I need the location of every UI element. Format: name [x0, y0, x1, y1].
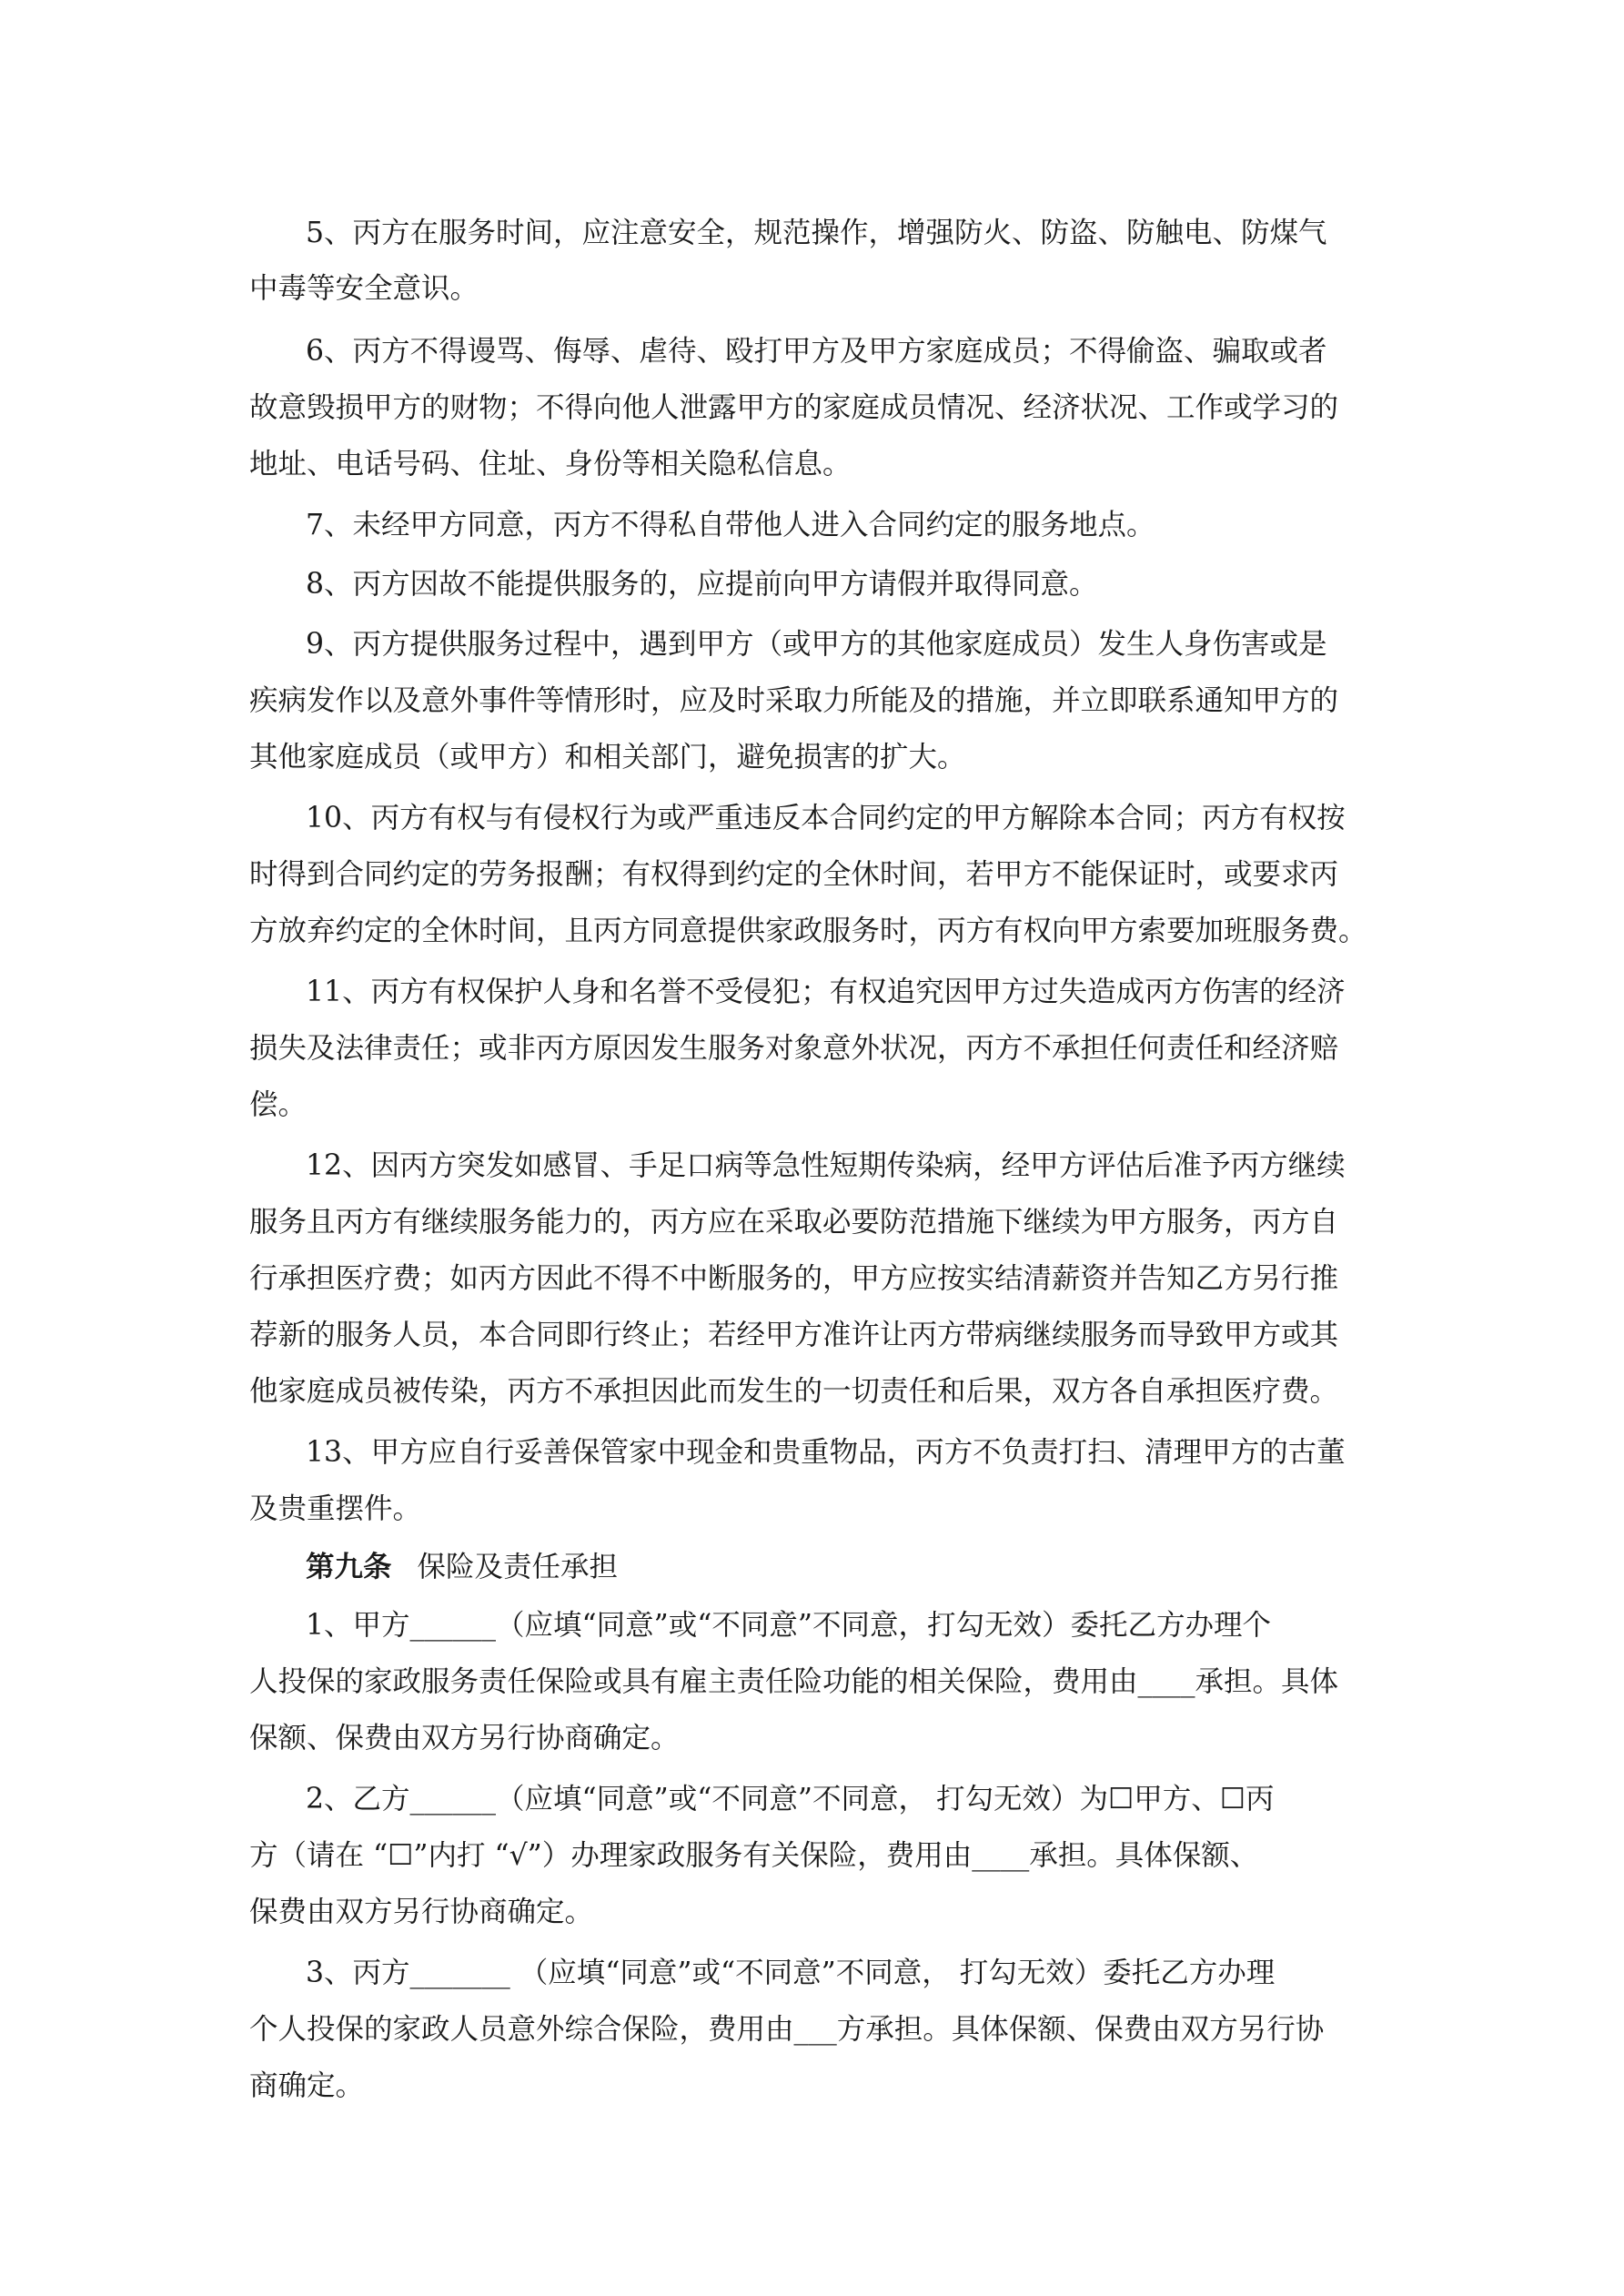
text-line: 13、甲方应自行妥善保管家中现金和贵重物品，丙方不负责打扫、清理甲方的古董	[306, 1436, 1346, 1469]
text-line: 方放弃约定的全休时间，且丙方同意提供家政服务时，丙方有权向甲方索要加班服务费。	[249, 915, 1367, 947]
text-line: 9、丙方提供服务过程中，遇到甲方（或甲方的其他家庭成员）发生人身伤害或是	[306, 628, 1327, 661]
text-line: 疾病发作以及意外事件等情形时，应及时采取力所能及的措施，并立即联系通知甲方的	[249, 684, 1339, 717]
text-line: 11、丙方有权保护人身和名誉不受侵犯；有权追究因甲方过失造成丙方伤害的经济	[306, 976, 1346, 1008]
text-line: 5、丙方在服务时间，应注意安全，规范操作，增强防火、防盗、防触电、防煤气	[306, 217, 1327, 249]
article-number: 第九条	[306, 1551, 392, 1583]
text-line: 商确定。	[249, 2069, 365, 2102]
text-line: 地址、电话号码、住址、身份等相关隐私信息。	[249, 448, 852, 480]
text-line: 7、未经甲方同意，丙方不得私自带他人进入合同约定的服务地点。	[306, 509, 1155, 541]
text-line: 偿。	[249, 1088, 308, 1121]
text-line: 其他家庭成员（或甲方）和相关部门，避免损害的扩大。	[249, 741, 966, 774]
text-line: 人投保的家政服务责任保险或具有雇主责任险功能的相关保险，费用由____承担。具体	[249, 1665, 1339, 1698]
text-line: 时得到合同约定的劳务报酬；有权得到约定的全休时间，若甲方不能保证时，或要求丙	[249, 858, 1339, 891]
text-line: 保额、保费由双方另行协商确定。	[249, 1722, 680, 1755]
text-line: 2、乙方______（应填“同意”或“不同意”不同意， 打勾无效）为☐甲方、☐丙	[306, 1783, 1275, 1816]
text-line: 个人投保的家政人员意外综合保险，费用由___方承担。具体保额、保费由双方另行协	[249, 2013, 1325, 2046]
text-line: 及贵重摆件。	[249, 1492, 422, 1525]
text-line: 8、丙方因故不能提供服务的，应提前向甲方请假并取得同意。	[306, 568, 1098, 601]
section-heading	[306, 1549, 618, 1585]
text-line: 1、甲方______（应填“同意”或“不同意”不同意，打勾无效）委托乙方办理个	[306, 1609, 1271, 1642]
text-line: 10、丙方有权与有侵权行为或严重违反本合同约定的甲方解除本合同；丙方有权按	[306, 802, 1346, 834]
text-line: 12、因丙方突发如感冒、手足口病等急性短期传染病，经甲方评估后准予丙方继续	[306, 1149, 1346, 1182]
text-line: 损失及法律责任；或非丙方原因发生服务对象意外状况，丙方不承担任何责任和经济赔	[249, 1032, 1339, 1065]
text-line: 保费由双方另行协商确定。	[249, 1896, 594, 1928]
text-line: 方（请在 “☐”内打 “√”）办理家政服务有关保险，费用由____承担。具体保额、	[249, 1839, 1259, 1872]
text-line: 荐新的服务人员，本合同即行终止；若经甲方准许让丙方带病继续服务而导致甲方或其	[249, 1319, 1339, 1351]
article-title: 保险及责任承担	[417, 1551, 619, 1583]
text-line: 他家庭成员被传染，丙方不承担因此而发生的一切责任和后果，双方各自承担医疗费。	[249, 1375, 1339, 1408]
text-line: 中毒等安全意识。	[249, 272, 479, 305]
text-line: 3、丙方_______ （应填“同意”或“不同意”不同意， 打勾无效）委托乙方办理	[306, 1957, 1276, 1989]
text-line: 服务且丙方有继续服务能力的，丙方应在采取必要防范措施下继续为甲方服务，丙方自	[249, 1206, 1339, 1239]
text-line: 故意毁损甲方的财物；不得向他人泄露甲方的家庭成员情况、经济状况、工作或学习的	[249, 391, 1339, 424]
text-line: 6、丙方不得谩骂、侮辱、虐待、殴打甲方及甲方家庭成员；不得偷盗、骗取或者	[306, 335, 1327, 368]
text-line: 行承担医疗费；如丙方因此不得不中断服务的，甲方应按实结清薪资并告知乙方另行推	[249, 1262, 1339, 1295]
